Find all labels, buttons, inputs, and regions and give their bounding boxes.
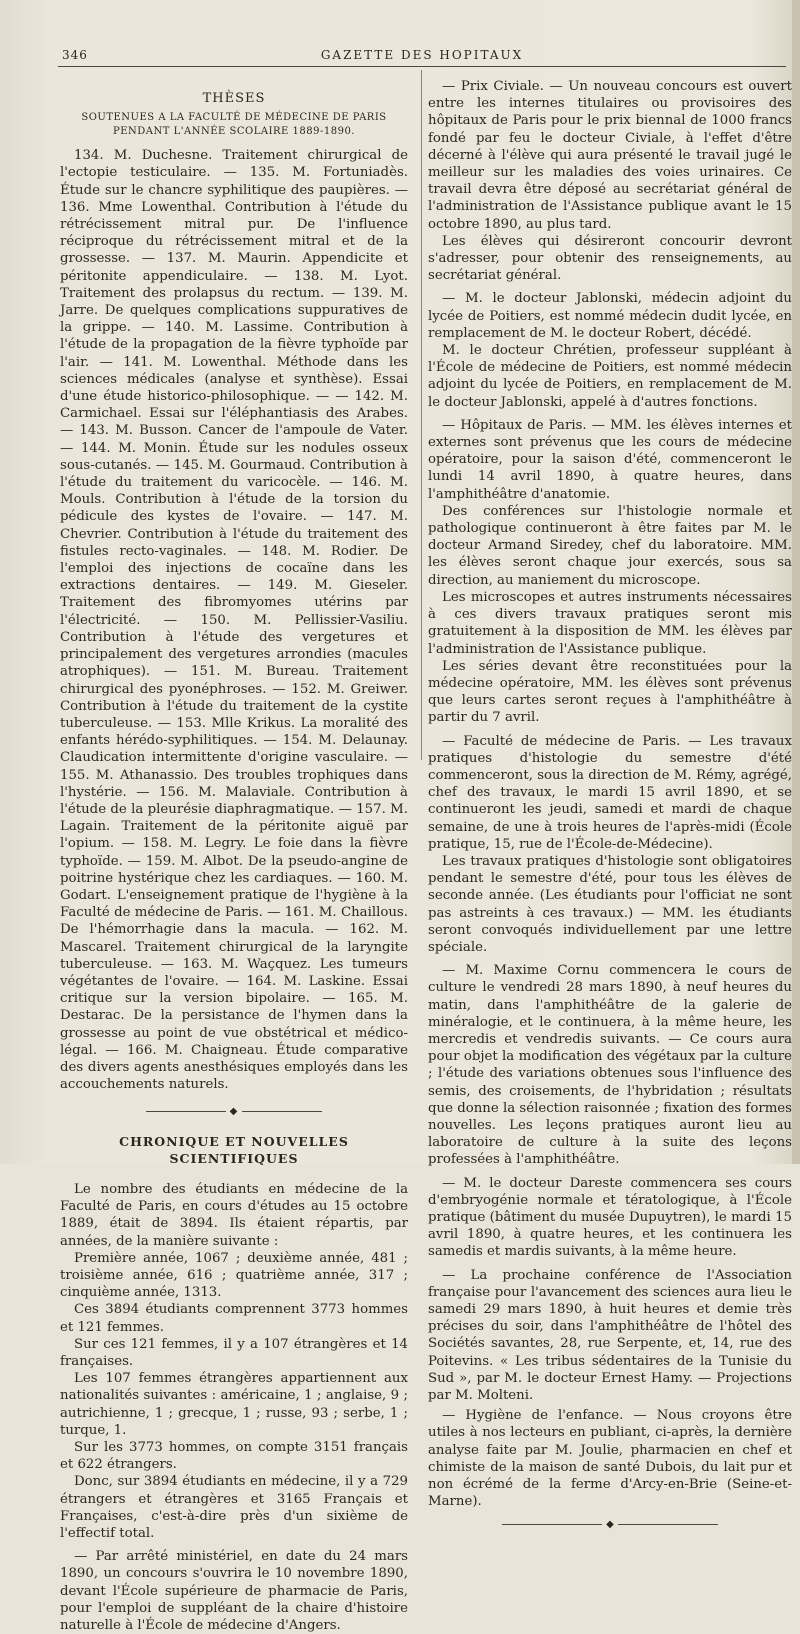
chronique-paragraph: Donc, sur 3894 étudiants en médecine, il y a 729 étrangers et étrangères et 3165 Français et Françaises, c'est-à-dire près d'un sixième de l'effectif total. — [60, 1474, 408, 1542]
left-column — [60, 78, 408, 1634]
theses-subtitle — [60, 111, 408, 139]
news-paragraph: — Hôpitaux de Paris. — MM. les élèves internes et externes sont prévenus que les cours de médecine opératoire, pour la saison d'été, commenceront le lundi 14 avril 1890, à quatre heures, dans l'amphithéâtre d'anatomie. — [428, 417, 792, 502]
header-rule — [58, 66, 786, 67]
news-paragraph: M. le docteur Chrétien, professeur suppléant à l'École de médecine de Poitiers, est nommé médecin adjoint du lycée de Poitiers, en remplacement de M. le docteur Jablonski, appelé à d'autres fonctions. — [428, 343, 792, 410]
news-paragraph: — Faculté de médecine de Paris. — Les travaux pratiques d'histologie du semestre d'été commenceront, sous la direction de M. Rémy, agrégé, chef des travaux, le mardi 15 avril 1890, et se continueront les jeudi, samedi et mardi de chaque semaine, de une à trois heures de l'après-midi (École pratique, 15, rue de l'École-de-Médecine). — [428, 733, 792, 852]
theses-list: 134. M. Duchesne. Traitement chirurgical de l'ectopie testiculaire. — 135. M. Fortuniadès. Étude sur le chancre syphilitique des paupières. — 136. Mme Lowenthal. Contribution à l'étude du rétrécissement mitral pur. De l'influence réciproque du rétrécissement mitral et de la grossesse. — 137. M. Maurin. Appendicite et péritonite appendiculaire. — 138. M. Lyot. Traitement des prolapsus du rectum. — 139. M. Jarre. De quelques complications suppuratives de la grippe. — 140. M. Lassime. Contribution à l'étude de la propagation de la fièvre typhoïde par l'air. — 141. M. Lowenthal. Méthode dans les sciences médicales (analyse et synthèse). Essai d'une étude historico-philosophique. — — 142. M. Carmichael. Essai sur l'éléphantiasis des Arabes. — 143. M. Busson. Cancer de l'ampoule de Vater. — 144. M. Monin. Étude sur les nodules osseux sous-cutanés. — 145. M. Gourmaud. Contribution à l'étude du traitement du varicocèle. — 146. M. Mouls. Contribution à l'étude de la torsion du pédicule des kystes de l'ovaire. — 147. M. Chevrier. Contribution à l'étude du traitement des fistules recto-vaginales. — 148. M. Rodier. De l'emploi des injections de cocaïne dans les extractions dentaires. — 149. M. Gieseler. Traitement des fibromyomes utérins par l'électricité. — 150. M. Pellissier-Vasiliu. Contribution à l'étude des vergetures et principalement des vergetures arrondies (macules atrophiques). — 151. M. Bureau. Traitement chirurgical des pyonéphroses. — 152. M. Greiwer. Contribution à l'étude du traitement de la cystite tuberculeuse. — 153. Mlle Krikus. La moralité des enfants hérédo-syphilitiques. — 154. M. Delaunay. Claudication intermittente d'origine vasculaire. — 155. M. Athanassio. Des troubles trophiques dans l'hystérie. — 156. M. Malaviale. Contribution à l'étude de la pleurésie diaphragmatique. — 157. M. Lagain. Traitement de la péritonite aiguë par l'opium. — 158. M. Legry. Le foie dans la fièvre typhoïde. — 159. M. Albot. De la pseudo-angine de poitrine hystérique chez les cardiaques. — 160. M. Godart. L'enseignement pratique de l'hygiène à la Faculté de médecine de Paris. — 161. M. Chaillous. De l'hémorrhagie dans la macula. — 162. M. Mascarel. Traitement chirurgical de la laryngite tuberculeuse. — 163. M. Waçquez. Les tumeurs végétantes de l'ovaire. — 164. M. Laskine. Essai critique sur la version bipolaire. — 165. M. Destarac. De la persistance de l'hymen dans la grossesse au point de vue obstétrical et médico-légal. — 166. M. Chaigneau. Étude comparative des divers agents anesthésiques employés dans les accouchements naturels. — [60, 148, 408, 1093]
section-ornament: ◆ — [60, 1103, 408, 1120]
page-number: 346 — [62, 48, 88, 62]
news-paragraph: — La prochaine conférence de l'Association française pour l'avancement des sciences aura lieu le samedi 29 mars 1890, à huit heures et demie très précises du soir, dans l'amphithéâtre de l'hôtel des Sociétés savantes, 28, rue Serpente, et, 14, rue des Poitevins. « Les tribus sédentaires de la Tunisie du Sud », par M. le docteur Ernest Hamy. — Projections par M. Molteni. — [428, 1267, 792, 1404]
right-column — [428, 78, 792, 1534]
news-paragraph: — Hygiène de l'enfance. — Nous croyons être utiles à nos lecteurs en publiant, ci-après, la dernière analyse faite par M. Joulie, pharmacien en chef et chimiste de la maison de santé Dubois, du lait pur et non écrémé de la ferme d'Arcy-en-Brie (Seine-et-Marne). — [428, 1408, 792, 1510]
theses-subtitle-line-1: SOUTENUES A LA FACULTÉ DE MÉDECINE DE PARIS — [81, 112, 387, 124]
theses-title: THÈSES — [202, 91, 266, 106]
theses-subtitle-line-2: PENDANT L'ANNÉE SCOLAIRE 1889-1890. — [113, 126, 355, 138]
chronique-title: CHRONIQUE ET NOUVELLES SCIENTIFIQUES — [119, 1133, 349, 1166]
page-header — [58, 44, 786, 64]
chronique-paragraph: Sur ces 121 femmes, il y a 107 étrangères et 14 françaises. — [60, 1336, 408, 1370]
chronique-paragraph: Les 107 femmes étrangères appartiennent aux nationalités suivantes : américaine, 1 ; anglaise, 9 ; autrichienne, 1 ; grecque, 1 ; russe, 93 ; serbe, 1 ; turque, 1. — [60, 1371, 408, 1438]
journal-title: GAZETTE DES HOPITAUX — [320, 48, 524, 62]
chronique-paragraph: Sur les 3773 hommes, on compte 3151 français et 622 étrangers. — [60, 1440, 408, 1473]
news-paragraph: Les travaux pratiques d'histologie sont obligatoires pendant le semestre d'été, pour tous les élèves de seconde année. (Les étudiants pour l'officiat ne sont pas astreints à ces travaux.) — MM. les étudiants seront convoqués individuellement par une lettre spéciale. — [428, 853, 792, 955]
column-divider — [421, 70, 422, 760]
news-paragraph: — M. le docteur Jablonski, médecin adjoint du lycée de Poitiers, est nommé médecin dudit lycée, en remplacement de M. le docteur Robert, décédé. — [428, 291, 792, 341]
news-paragraph: Des conférences sur l'histologie normale et pathologique continueront à être faites par M. le docteur Armand Siredey, chef du laboratoire. MM. les élèves seront chaque jour exercés, sous sa direction, au maniement du microscope. — [428, 503, 792, 588]
news-paragraph: Les élèves qui désireront concourir devront s'adresser, pour obtenir des renseignements, au secrétariat général. — [428, 233, 792, 284]
news-paragraph: — M. Maxime Cornu commencera le cours de culture le vendredi 28 mars 1890, à neuf heures du matin, dans l'amphithéâtre de la galerie de minéralogie, et le continuera, à la même heure, les mercredis et vendredis suivants. — Ce cours aura pour objet la modification des végétaux par la culture ; l'étude des variations obtenues sous l'influence des semis, des croisements, de l'hybridation ; résultats que donne la sélection raisonnée ; fixation des formes nouvelles. Les leçons pratiques auront lieu au laboratoire de culture à la suite des leçons professées à l'amphithéâtre. — [428, 963, 792, 1168]
news-paragraph: — M. le docteur Dareste commencera ses cours d'embryogénie normale et tératologique, à l'École pratique (bâtiment du musée Dupuytren), le mardi 15 avril 1890, à quatre heures, et les continuera les samedis et mardis suivants, à la même heure. — [428, 1175, 792, 1260]
news-paragraph: Les microscopes et autres instruments nécessaires à ces divers travaux pratiques seront mis gratuitement à la disposition de MM. les élèves par l'administration de l'Assistance publique. — [428, 589, 792, 657]
chronique-paragraph: Le nombre des étudiants en médecine de la Faculté de Paris, en cours d'études au 15 octobre 1889, était de 3894. Ils étaient répartis, par années, de la manière suivante : — [60, 1181, 408, 1249]
news-paragraph: Les séries devant être reconstituées pour la médecine opératoire, MM. les élèves sont prévenus que leurs cartes seront reçues à l'amphithéâtre à partir du 7 avril. — [428, 658, 792, 726]
news-paragraph: — Prix Civiale. — Un nouveau concours est ouvert entre les internes titulaires ou provisoires des hôpitaux de Paris pour le prix biennal de 1000 francs fondé par feu le docteur Civiale, à l'effet d'être décerné à l'élève qui aura présenté le travail jugé le meilleur sur les maladies des voies urinaires. Ce travail devra être déposé au secrétariat général de l'administration de l'Assistance publique avant le 15 octobre 1890, au plus tard. — [428, 79, 792, 232]
end-ornament: ◆ — [428, 1516, 792, 1533]
chronique-paragraph: Première année, 1067 ; deuxième année, 481 ; troisième année, 616 ; quatrième année, 317 ; cinquième année, 1313. — [60, 1250, 408, 1301]
page-edge-shadow — [792, 0, 800, 1164]
chronique-paragraph: — Par arrêté ministériel, en date du 24 mars 1890, un concours s'ouvrira le 10 novembre 1890, devant l'École supérieure de pharmacie de Paris, pour l'emploi de suppléant de la chaire d'histoire naturelle à l'École de médecine d'Angers. — [60, 1549, 408, 1634]
chronique-paragraph: Ces 3894 étudiants comprennent 3773 hommes et 121 femmes. — [60, 1302, 408, 1335]
